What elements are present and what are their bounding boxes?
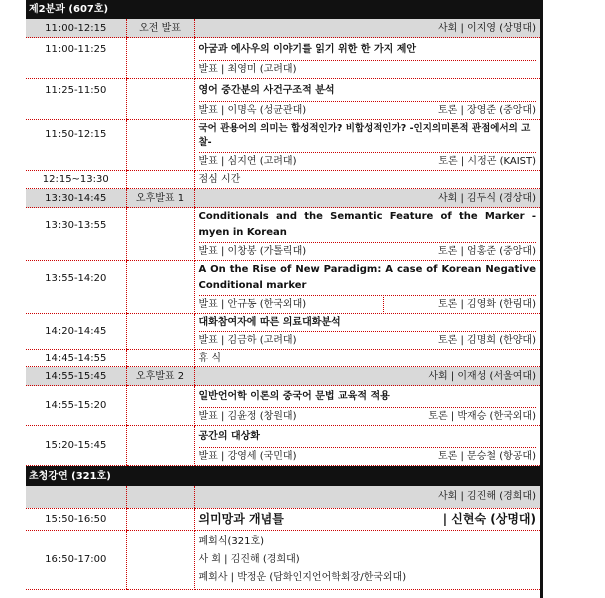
closing-title: 폐회식(321호) bbox=[198, 535, 265, 547]
session-time: 13:30-14:45 bbox=[26, 189, 126, 208]
talk-title: 대화참여자에 따른 의료대화분석 bbox=[198, 317, 341, 328]
break-row bbox=[26, 350, 540, 367]
section-title: 초청강연 (321호) bbox=[26, 466, 540, 487]
talk-presenter: 발표 | 강영세 (국민대) bbox=[198, 451, 297, 462]
section-title: 제2분과 (607호) bbox=[26, 0, 540, 19]
talk-title: Conditionals and the Semantic Feature of the Marker -myen in Korean bbox=[198, 211, 536, 238]
talk-time: 15:20-15:45 bbox=[26, 426, 126, 466]
closing-speech: 폐회사 | 박정운 (담화인지언어학회장/한국외대) bbox=[198, 571, 407, 583]
talk-presenter: 발표 | 최영미 (고려대) bbox=[198, 64, 297, 75]
session-time: 11:00-12:15 bbox=[26, 19, 126, 38]
talk-row bbox=[26, 120, 540, 171]
program-schedule bbox=[26, 0, 540, 590]
session-label: 오후발표 2 bbox=[126, 367, 194, 386]
talk-row bbox=[26, 314, 540, 350]
keynote-speaker: | 신현숙 (상명대) bbox=[442, 511, 536, 526]
talk-row bbox=[26, 208, 540, 261]
talk-cell bbox=[194, 120, 540, 171]
talk-cell bbox=[194, 314, 540, 350]
talk-time: 13:55-14:20 bbox=[26, 261, 126, 314]
talk-discussant: 토론 | 시정곤 (KAIST) bbox=[438, 156, 536, 167]
talk-discussant: 토론 | 김영화 (한림대) bbox=[383, 297, 537, 312]
talk-title: 공간의 대상화 bbox=[198, 431, 260, 442]
talk-presenter: 발표 | 이창봉 (가톨릭대) bbox=[198, 246, 307, 257]
session-row bbox=[26, 367, 540, 386]
talk-time: 14:20-14:45 bbox=[26, 314, 126, 350]
talk-cell bbox=[194, 426, 540, 466]
talk-title: 일반언어학 이론의 중국어 문법 교육적 적용 bbox=[198, 391, 390, 402]
talk-title: 아굼과 에사우의 이야기를 읽기 위한 한 가지 제안 bbox=[198, 44, 417, 55]
talk-row bbox=[26, 261, 540, 314]
talk-discussant: 토론 | 엄홍준 (중앙대) bbox=[438, 246, 536, 257]
keynote-cell bbox=[194, 508, 540, 530]
keynote-title: 의미망과 개념틀 bbox=[198, 511, 284, 526]
session-label: 오전 발표 bbox=[126, 19, 194, 38]
keynote-time: 15:50-16:50 bbox=[26, 508, 126, 530]
talk-cell bbox=[194, 386, 540, 426]
section-header bbox=[26, 0, 540, 19]
keynote-row bbox=[26, 508, 540, 530]
break-time: 14:45-14:55 bbox=[26, 350, 126, 367]
session-chair: 사회 | 이지영 (상명대) bbox=[194, 19, 540, 38]
talk-discussant: 토론 | 김명희 (한양대) bbox=[438, 335, 536, 346]
talk-presenter: 발표 | 안규동 (한국외대) bbox=[198, 299, 307, 310]
talk-time: 11:50-12:15 bbox=[26, 120, 126, 171]
session-row bbox=[26, 189, 540, 208]
talk-presenter: 발표 | 김윤정 (창원대) bbox=[198, 411, 297, 422]
talk-cell bbox=[194, 38, 540, 79]
talk-row bbox=[26, 386, 540, 426]
talk-row bbox=[26, 38, 540, 79]
talk-cell bbox=[194, 261, 540, 314]
session-chair: 사회 | 김두식 (경상대) bbox=[194, 189, 540, 208]
talk-title: 영어 중간분의 사건구조적 분석 bbox=[198, 85, 335, 96]
schedule-table bbox=[26, 0, 540, 590]
talk-row bbox=[26, 79, 540, 120]
lunch-label: 점심 시간 bbox=[194, 171, 540, 189]
talk-title: A On the Rise of New Paradigm: A case of Korean Negative Conditional marker bbox=[198, 264, 536, 291]
session-row bbox=[26, 19, 540, 38]
talk-time: 14:55-15:20 bbox=[26, 386, 126, 426]
page-edge-line bbox=[540, 0, 543, 598]
lunch-time: 12:15~13:30 bbox=[26, 171, 126, 189]
break-label: 휴 식 bbox=[194, 350, 540, 367]
talk-time: 11:00-11:25 bbox=[26, 38, 126, 79]
closing-cell bbox=[194, 530, 540, 589]
talk-row bbox=[26, 426, 540, 466]
talk-discussant: 토론 | 박재승 (한국외대) bbox=[428, 411, 536, 422]
talk-cell bbox=[194, 79, 540, 120]
talk-title: 국어 관용어의 의미는 합성적인가? 비합성적인가? -인지의미론적 관점에서의 고찰- bbox=[198, 123, 531, 148]
talk-presenter: 발표 | 심지연 (고려대) bbox=[198, 156, 297, 167]
closing-time: 16:50-17:00 bbox=[26, 530, 126, 589]
talk-time: 13:30-13:55 bbox=[26, 208, 126, 261]
closing-chair: 사 회 | 김진해 (경희대) bbox=[198, 553, 300, 565]
section-header bbox=[26, 466, 540, 487]
talk-presenter: 발표 | 이명옥 (성균관대) bbox=[198, 105, 307, 116]
talk-discussant: 토론 | 문승철 (항공대) bbox=[438, 451, 536, 462]
session-row bbox=[26, 486, 540, 508]
session-label: 오후발표 1 bbox=[126, 189, 194, 208]
talk-presenter: 발표 | 김금하 (고려대) bbox=[198, 335, 297, 346]
talk-cell bbox=[194, 208, 540, 261]
session-time: 14:55-15:45 bbox=[26, 367, 126, 386]
session-chair: 사회 | 김진해 (경희대) bbox=[194, 486, 540, 508]
session-chair: 사회 | 이재성 (서울여대) bbox=[194, 367, 540, 386]
talk-time: 11:25-11:50 bbox=[26, 79, 126, 120]
lunch-row bbox=[26, 171, 540, 189]
closing-row bbox=[26, 530, 540, 589]
talk-discussant: 토론 | 장영준 (중앙대) bbox=[438, 105, 536, 116]
